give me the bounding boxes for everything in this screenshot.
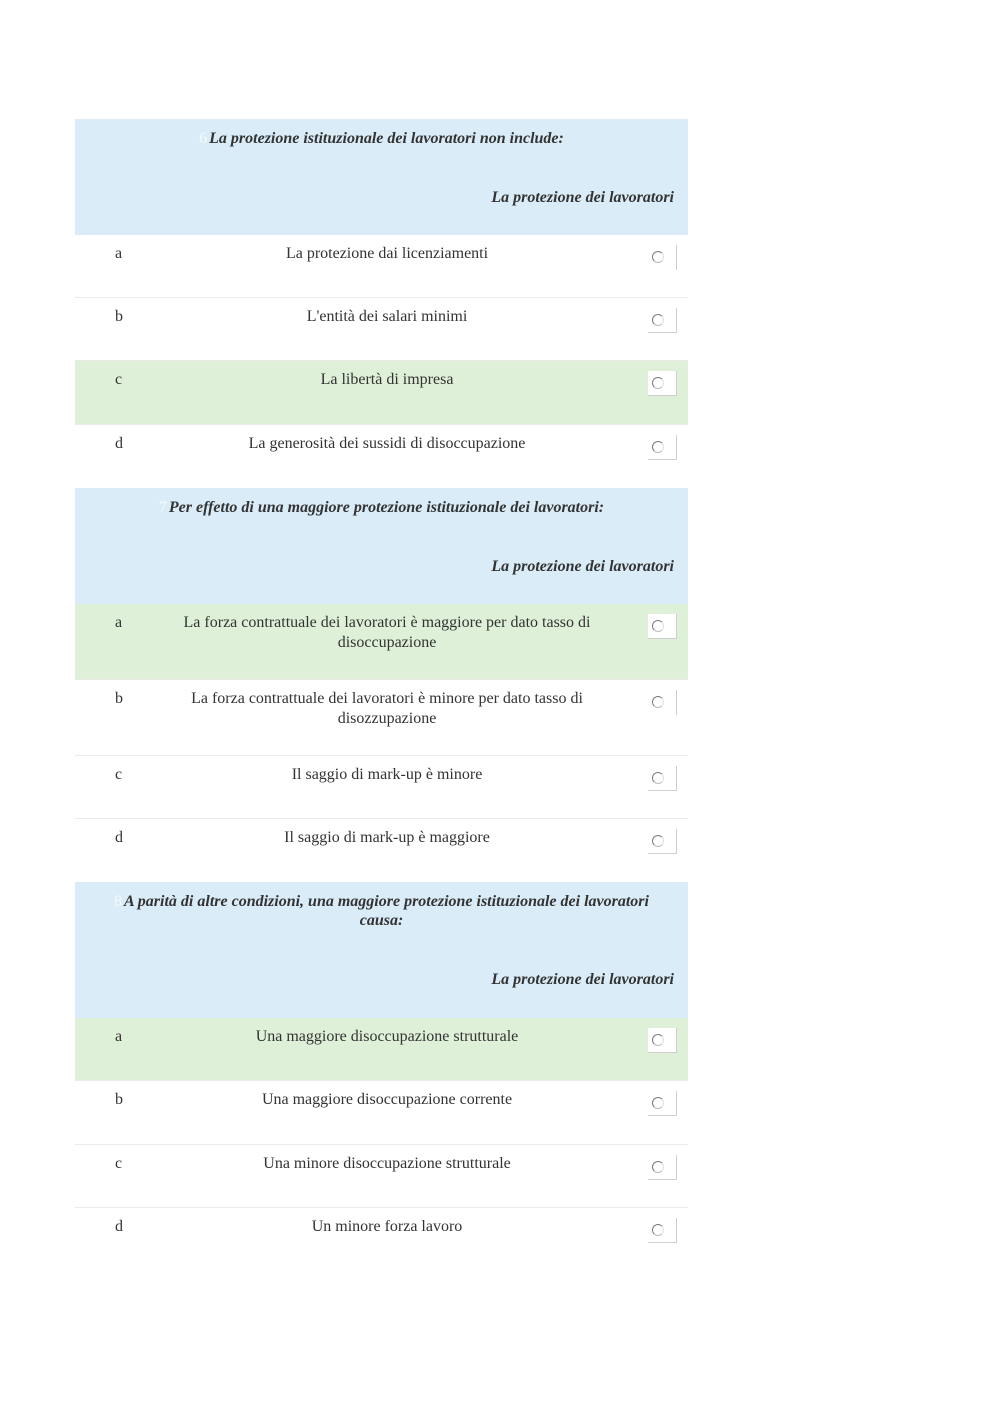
- radio-icon[interactable]: [652, 377, 664, 389]
- option-radio[interactable]: [648, 1091, 677, 1116]
- radio-icon[interactable]: [652, 835, 664, 847]
- option-letter: b: [115, 1091, 123, 1108]
- question-text: 6 La protezione istituzionale dei lavoratori non include:: [199, 130, 564, 147]
- option-text: La libertà di impresa: [320, 371, 454, 388]
- question-number: 6: [199, 130, 208, 147]
- option-letter: c: [115, 1155, 123, 1172]
- answer-option-a[interactable]: [75, 604, 688, 680]
- question-8: [75, 882, 688, 1271]
- question-topic: La protezione dei lavoratori: [491, 189, 674, 206]
- option-letter: d: [115, 1218, 123, 1235]
- radio-icon[interactable]: [652, 314, 664, 326]
- radio-icon[interactable]: [652, 772, 664, 784]
- option-letter: c: [115, 766, 123, 783]
- option-radio[interactable]: [648, 766, 677, 791]
- option-letter: d: [115, 435, 123, 452]
- option-text: La generosità dei sussidi di disoccupazione: [248, 435, 526, 452]
- answer-option-d[interactable]: [75, 1208, 688, 1271]
- option-letter: a: [115, 614, 123, 631]
- option-text: L'entità dei salari minimi: [306, 308, 468, 325]
- question-topic: La protezione dei lavoratori: [491, 971, 674, 988]
- quiz-container: [75, 119, 688, 1271]
- option-text: Una minore disoccupazione strutturale: [263, 1155, 511, 1172]
- option-text: Una maggiore disoccupazione corrente: [261, 1091, 513, 1108]
- answer-option-c[interactable]: [75, 1145, 688, 1208]
- option-radio[interactable]: [648, 690, 677, 715]
- radio-icon[interactable]: [652, 1161, 664, 1173]
- answer-option-d[interactable]: [75, 425, 688, 488]
- option-text: Una maggiore disoccupazione strutturale: [255, 1028, 519, 1045]
- option-text: Un minore forza lavoro: [311, 1218, 463, 1235]
- question-header: [75, 119, 688, 235]
- option-radio[interactable]: [648, 371, 677, 396]
- option-radio[interactable]: [648, 435, 677, 460]
- answer-option-b[interactable]: [75, 298, 688, 361]
- radio-icon[interactable]: [652, 441, 664, 453]
- option-radio[interactable]: [648, 308, 677, 333]
- radio-icon[interactable]: [652, 251, 664, 263]
- option-radio[interactable]: [648, 245, 677, 270]
- option-radio[interactable]: [648, 1028, 677, 1053]
- radio-icon[interactable]: [652, 696, 664, 708]
- radio-icon[interactable]: [652, 1097, 664, 1109]
- option-letter: c: [115, 371, 123, 388]
- option-text: La protezione dai licenziamenti: [285, 245, 489, 262]
- question-6: [75, 119, 688, 488]
- option-letter: b: [115, 690, 123, 707]
- answer-option-a[interactable]: [75, 235, 688, 298]
- option-letter: a: [115, 1028, 123, 1045]
- option-letter: d: [115, 829, 123, 846]
- option-radio[interactable]: [648, 614, 677, 639]
- answer-option-c[interactable]: [75, 756, 688, 819]
- answer-option-d[interactable]: [75, 819, 688, 882]
- question-text: 7 Per effetto di una maggiore protezione istituzionale dei lavoratori:: [158, 499, 605, 516]
- option-text: Il saggio di mark-up è minore: [291, 766, 483, 783]
- option-text: La forza contrattuale dei lavoratori è maggiore per dato tasso di disoccupazione: [183, 614, 591, 651]
- question-topic: La protezione dei lavoratori: [491, 558, 674, 575]
- question-number: 8: [114, 893, 123, 910]
- answer-option-c[interactable]: [75, 361, 688, 425]
- option-radio[interactable]: [648, 829, 677, 854]
- question-7: [75, 488, 688, 882]
- option-radio[interactable]: [648, 1155, 677, 1180]
- option-text: La forza contrattuale dei lavoratori è minore per dato tasso di disozzupazione: [191, 690, 583, 727]
- question-header: [75, 882, 688, 1018]
- radio-icon[interactable]: [652, 620, 664, 632]
- option-text: Il saggio di mark-up è maggiore: [284, 829, 490, 846]
- option-radio[interactable]: [648, 1218, 677, 1243]
- question-text: 8 A parità di altre condizioni, una maggiore protezione istituzionale dei lavoratori causa:: [114, 893, 649, 929]
- question-header: [75, 488, 688, 604]
- answer-option-b[interactable]: [75, 680, 688, 756]
- answer-option-b[interactable]: [75, 1081, 688, 1145]
- question-number: 7: [158, 499, 167, 516]
- radio-icon[interactable]: [652, 1034, 664, 1046]
- option-letter: a: [115, 245, 123, 262]
- option-letter: b: [115, 308, 123, 325]
- answer-option-a[interactable]: [75, 1018, 688, 1081]
- radio-icon[interactable]: [652, 1224, 664, 1236]
